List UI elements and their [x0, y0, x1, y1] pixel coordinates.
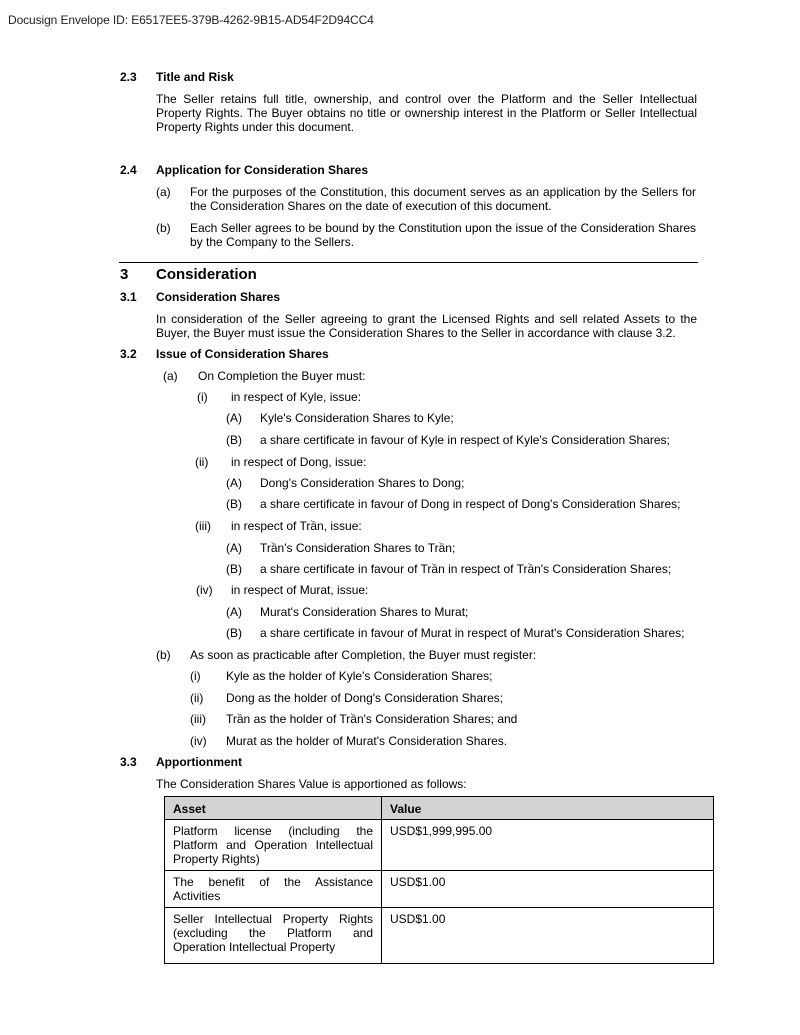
subitem-text: in respect of Trần, issue: — [231, 519, 362, 533]
clause-text: In consideration of the Seller agreeing to grant the Licensed Rights and sell related Assets to the Buyer, the Buyer must issue the Consideration Shares to the Seller in accordance with clause 3.2. — [156, 312, 697, 340]
subsubitem-text: a share certificate in favour of Murat in respect of Murat's Consideration Shares; — [260, 626, 685, 640]
clause-heading: Consideration Shares — [156, 290, 281, 304]
subitem-label: (iv) — [190, 734, 207, 748]
clause-heading: Title and Risk — [156, 70, 234, 84]
table-row — [165, 871, 714, 908]
item-text: For the purposes of the Constitution, this document serves as an application by the Sellers for the Consideration Shares on the date of execution of this document. — [190, 185, 696, 213]
item-label: (b) — [156, 221, 171, 235]
table-cell-value: USD$1.00 — [382, 908, 714, 964]
subitem-label: (iv) — [196, 583, 213, 597]
subitem-text: in respect of Dong, issue: — [231, 455, 367, 469]
apportionment-table — [164, 796, 714, 964]
clause-number: 3.1 — [120, 290, 137, 304]
subsubitem-text: Kyle's Consideration Shares to Kyle; — [260, 411, 454, 425]
subsubitem-label: (B) — [226, 433, 242, 447]
subsubitem-label: (A) — [226, 411, 242, 425]
subitem-text: in respect of Murat, issue: — [231, 583, 369, 597]
item-label: (a) — [163, 369, 178, 383]
subitem-label: (i) — [190, 669, 201, 683]
table-header-asset: Asset — [165, 797, 382, 820]
subsubitem-text: a share certificate in favour of Trần in respect of Trần's Consideration Shares; — [260, 562, 672, 576]
section-heading: Consideration — [156, 266, 257, 283]
table-header-row — [165, 797, 714, 820]
section-number: 3 — [120, 266, 129, 283]
table-row — [165, 820, 714, 871]
clause-number: 2.3 — [120, 70, 137, 84]
subsubitem-text: a share certificate in favour of Dong in respect of Dong's Consideration Shares; — [260, 497, 681, 511]
subsubitem-text: Murat's Consideration Shares to Murat; — [260, 605, 469, 619]
subitem-label: (ii) — [190, 691, 204, 705]
subitem-label: (iii) — [195, 519, 211, 533]
subsubitem-label: (B) — [226, 626, 242, 640]
subitem-text: in respect of Kyle, issue: — [231, 390, 362, 404]
subsubitem-label: (B) — [226, 497, 242, 511]
section-rule — [119, 262, 698, 263]
subitem-text: Murat as the holder of Murat's Consideration Shares. — [226, 734, 508, 748]
subitem-label: (i) — [197, 390, 208, 404]
table-cell-value: USD$1.00 — [382, 871, 714, 908]
clause-heading: Apportionment — [156, 755, 242, 769]
clause-text: The Seller retains full title, ownership, and control over the Platform and the Seller Intellectual Property Rights. The Buyer obtains no title or ownership interest in the Platform or Seller Intellectual Property Rights under this document. — [156, 92, 697, 134]
clause-number: 3.3 — [120, 755, 137, 769]
clause-heading: Issue of Consideration Shares — [156, 347, 329, 361]
table-cell-value: USD$1,999,995.00 — [382, 820, 714, 871]
clause-number: 2.4 — [120, 163, 137, 177]
envelope-id: Docusign Envelope ID: E6517EE5-379B-4262-9B15-AD54F2D94CC4 — [8, 13, 374, 27]
subsubitem-text: Dong's Consideration Shares to Dong; — [260, 476, 465, 490]
subsubitem-label: (A) — [226, 605, 242, 619]
table-cell-asset: Seller Intellectual Property Rights (excluding the Platform and Operation Intellectual Property — [165, 908, 382, 964]
subsubitem-label: (A) — [226, 541, 242, 555]
item-text: On Completion the Buyer must: — [198, 369, 366, 383]
subsubitem-text: Trần's Consideration Shares to Trần; — [260, 541, 456, 555]
item-text: As soon as practicable after Completion, the Buyer must register: — [190, 648, 537, 662]
subsubitem-text: a share certificate in favour of Kyle in respect of Kyle's Consideration Shares; — [260, 433, 670, 447]
table-header-value: Value — [382, 797, 714, 820]
table-intro: The Consideration Shares Value is apportioned as follows: — [156, 777, 467, 791]
table-row — [165, 908, 714, 964]
clause-number: 3.2 — [120, 347, 137, 361]
table-cell-asset: Platform license (including the Platform and Operation Intellectual Property Rights) — [165, 820, 382, 871]
subsubitem-label: (B) — [226, 562, 242, 576]
table-cell-asset: The benefit of the Assistance Activities — [165, 871, 382, 908]
subitem-label: (iii) — [190, 712, 206, 726]
subitem-text: Dong as the holder of Dong's Consideration Shares; — [226, 691, 504, 705]
subitem-label: (ii) — [195, 455, 209, 469]
subitem-text: Trần as the holder of Trần's Consideration Shares; and — [226, 712, 518, 726]
item-label: (a) — [156, 185, 171, 199]
item-label: (b) — [156, 648, 171, 662]
subsubitem-label: (A) — [226, 476, 242, 490]
clause-heading: Application for Consideration Shares — [156, 163, 369, 177]
item-text: Each Seller agrees to be bound by the Constitution upon the issue of the Consideration Shares by the Company to the Sellers. — [190, 221, 696, 249]
subitem-text: Kyle as the holder of Kyle's Consideration Shares; — [226, 669, 493, 683]
